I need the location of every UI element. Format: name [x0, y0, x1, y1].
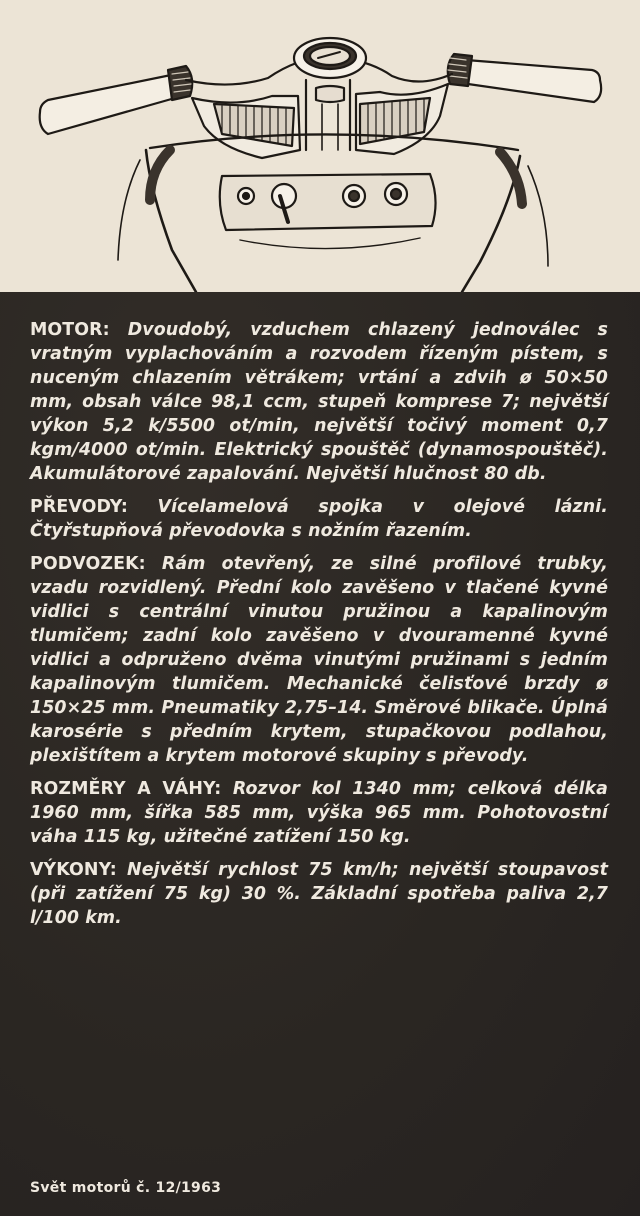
spec-label: PODVOZEK: [30, 554, 146, 574]
spec-motor [30, 318, 608, 486]
spec-prevody [30, 495, 608, 543]
spec-text: Největší rychlost 75 km/h; největší stoupavost (při zatížení 75 kg) 30 %. Základní spotřeba paliva 2,7 l/100 km. [30, 860, 608, 928]
spec-podvozek [30, 552, 608, 768]
spec-vykony [30, 858, 608, 930]
spec-label: ROZMĚRY A VÁHY: [30, 779, 222, 799]
spec-rozmery [30, 777, 608, 849]
spec-list [30, 318, 608, 939]
spec-text: Dvoudobý, vzduchem chlazený jednoválec s vratným vyplachováním a rozvodem řízeným pístem, s nuceným chlazením větrákem; vrtání a zdvih ø 50×50 mm, obsah válce 98,1 ccm, stupeň komprese 7; největší výkon 5,2 k/5500 ot/min, největší točivý moment 0,7 kgm/4000 ot/min. Elektrický spouštěč (dynamospouštěč). Akumulátorové zapalování. Největší hlučnost 80 db. [30, 320, 609, 484]
spec-label: MOTOR: [30, 320, 110, 340]
handlebar-drawing [0, 0, 640, 292]
spec-text: Rozvor kol 1340 mm; celková délka 1960 mm, šířka 585 mm, výška 965 mm. Pohotovostní váha 115 kg, užitečné zatížení 150 kg. [30, 779, 609, 847]
spec-text: Rám otevřený, ze silné profilové trubky, vzadu rozvidlený. Přední kolo zavěšeno v tlačené kyvné vidlici s centrální vinutou pružinou a kapalinovým tlumičem; zadní kolo zavěšeno v dvouramenné kyvné vidlici a odpruženo dvěma vinutými pružinami s jedním kapalinovým tlumičem. Mechanické čelisťové brzdy ø 150×25 mm. Pneumatiky 2,75–14. Směrové blikače. Úplná karosérie s předním krytem, stupačkovou podlahou, plexištítem a krytem motorové skupiny s převody. [30, 554, 608, 766]
spec-label: PŘEVODY: [30, 497, 128, 517]
spec-label: VÝKONY: [30, 860, 117, 880]
source-citation: Svět motorů č. 12/1963 [30, 1180, 222, 1196]
spec-text: Vícelamelová spojka v olejové lázni. Čtyřstupňová převodovka s nožním řazením. [30, 497, 608, 541]
scooter-handlebar-illustration [0, 0, 640, 292]
